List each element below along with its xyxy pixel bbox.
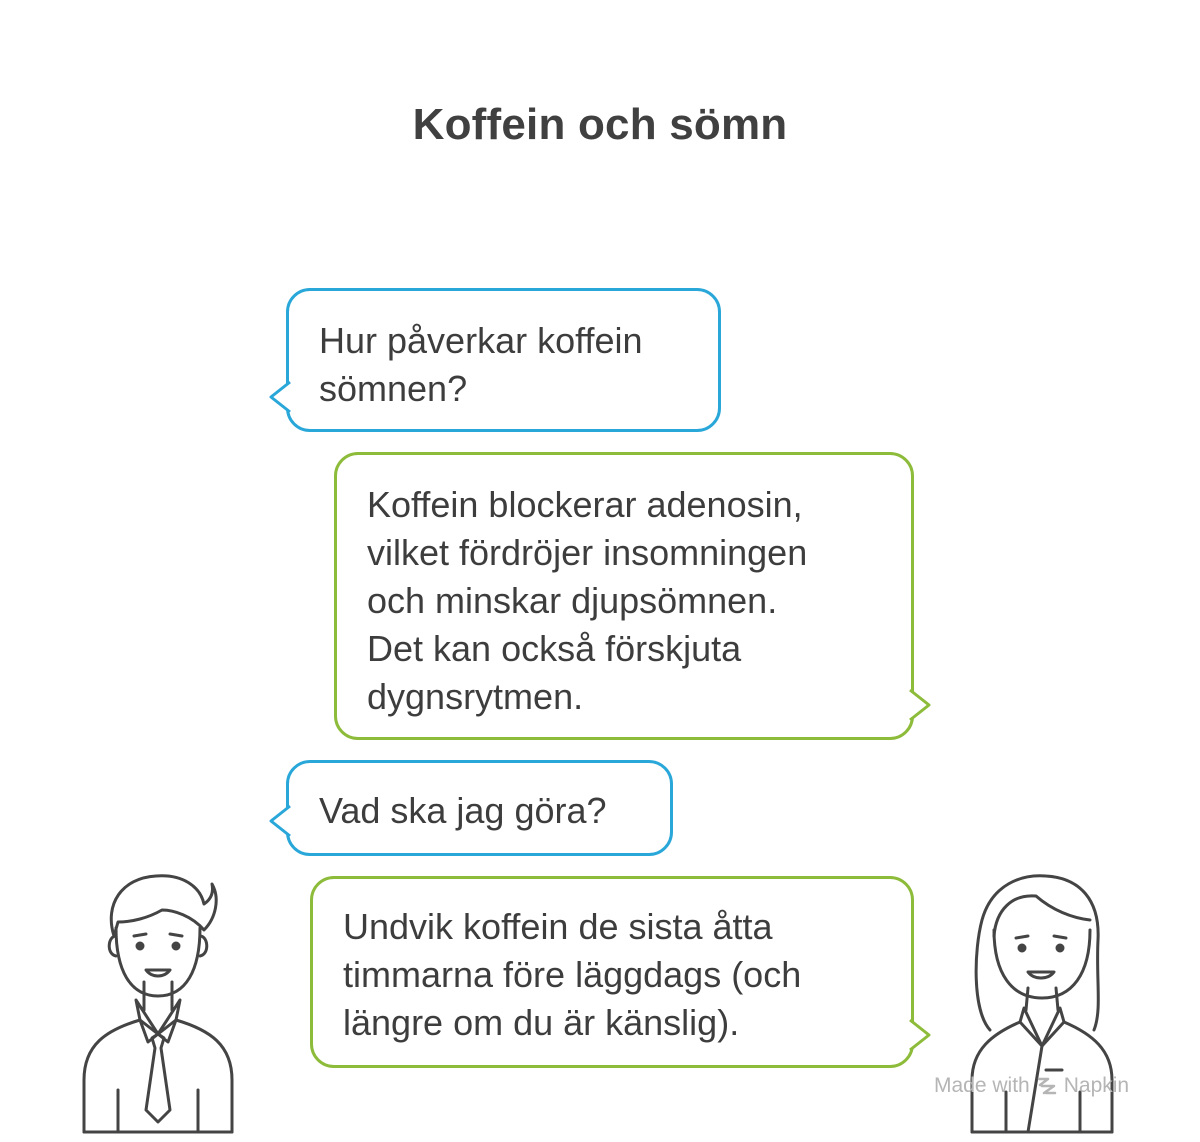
question-bubble-2 — [286, 760, 673, 856]
man-with-tie-icon — [78, 870, 238, 1142]
bubble-tail-right — [907, 1017, 931, 1053]
bubble-tail-right — [907, 687, 931, 723]
bubble-tail-left — [269, 803, 293, 839]
answer-bubble-1 — [334, 452, 914, 740]
woman-icon — [962, 870, 1122, 1142]
bubble-tail-left — [269, 379, 293, 415]
watermark-brand: Napkin — [1063, 1074, 1130, 1097]
answer-text-2: Undvik koffein de sista åtta timmarna före läggdags (och längre om du är känslig). — [343, 906, 802, 1043]
answer-text-1: Koffein blockerar adenosin, vilket fördröjer insomningen och minskar djupsömnen. Det kan också förskjuta dygnsrytmen. — [367, 484, 808, 717]
made-with-napkin-watermark — [934, 1074, 1129, 1098]
diagram-title: Koffein och sömn — [412, 100, 788, 149]
answer-bubble-2 — [310, 876, 914, 1068]
question-bubble-1 — [286, 288, 721, 432]
question-text-2: Vad ska jag göra? — [319, 790, 607, 831]
watermark-made-with: Made with — [934, 1074, 1030, 1097]
question-text-1: Hur påverkar koffein sömnen? — [319, 320, 643, 409]
napkin-logo-icon — [1036, 1075, 1058, 1097]
